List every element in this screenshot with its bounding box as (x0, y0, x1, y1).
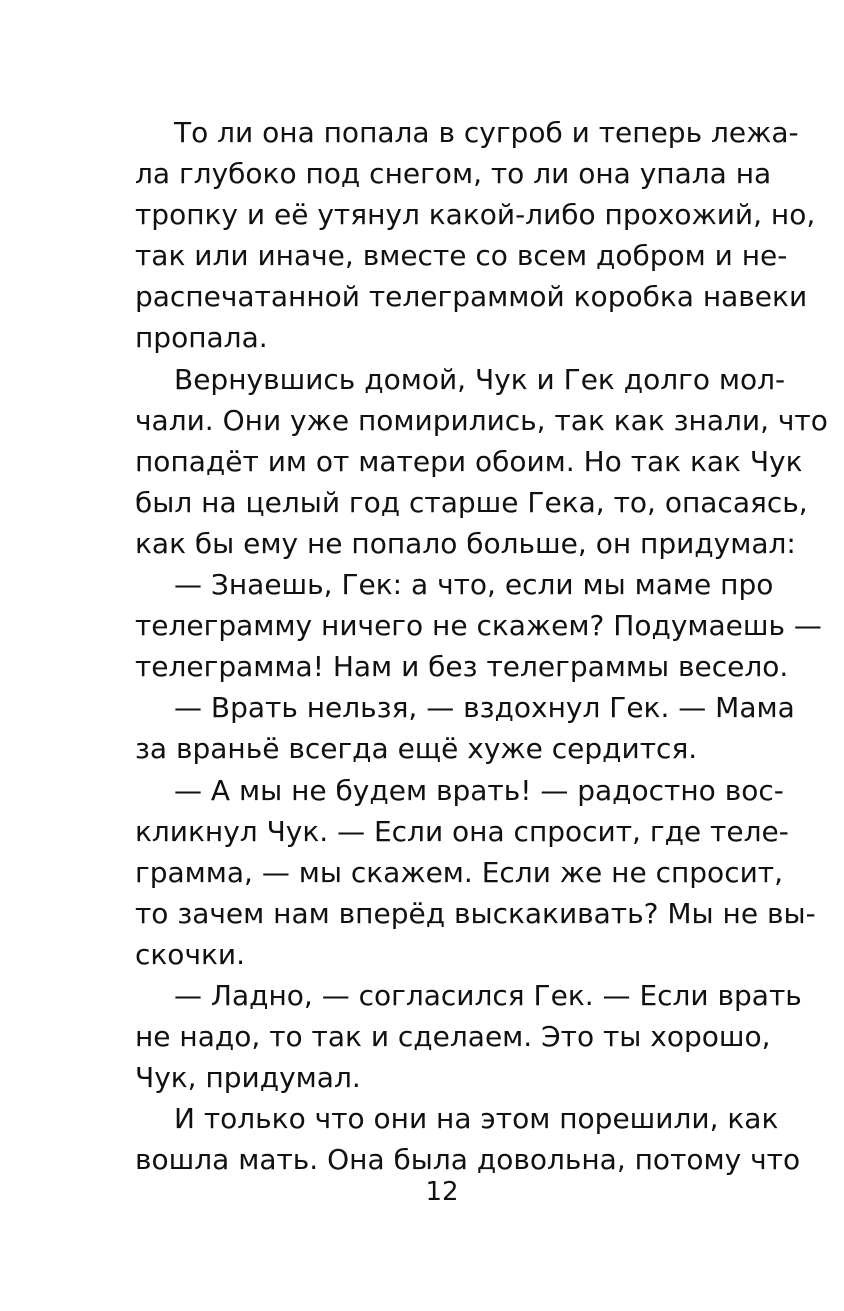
page-number: 12 (425, 1177, 459, 1207)
text-line: — Ладно, — согласился Гек. — Если врать (174, 978, 802, 1012)
text-line: ла глубоко под снегом, то ли она упала на (135, 157, 772, 191)
text-line: то зачем нам вперёд выскакивать? Мы не вы- (135, 896, 816, 930)
text-line: распечатанной телеграммой коробка навеки (135, 280, 808, 314)
text-line: скочки. (135, 937, 245, 971)
text-line: — Врать нельзя, — вздохнул Гек. — Мама (174, 691, 795, 725)
text-line: так или иначе, вместе со всем добром и не- (135, 239, 788, 273)
text-line: Вернувшись домой, Чук и Гек долго мол- (174, 362, 786, 396)
text-line: как бы ему не попало больше, он придумал: (135, 526, 796, 560)
text-line: был на целый год старше Гека, то, опасаясь, (135, 485, 808, 519)
text-line: попадёт им от матери обоим. Но так как Чук (135, 444, 803, 478)
text-line: телеграмма! Нам и без телеграммы весело. (135, 650, 789, 684)
text-line: телеграмму ничего не скажем? Подумаешь — (135, 609, 822, 643)
text-line: грамма, — мы скажем. Если же не спросит, (135, 855, 783, 889)
text-line: И только что они на этом порешили, как (174, 1102, 779, 1136)
text-line: чали. Они уже помирились, так как знали, что (135, 403, 828, 437)
text-line: То ли она попала в сугроб и теперь лежа- (174, 116, 799, 149)
text-line: вошла мать. Она была довольна, потому что (135, 1143, 801, 1177)
text-line: пропала. (135, 321, 268, 355)
text-line: — Знаешь, Гек: а что, если мы маме про (174, 568, 774, 602)
text-line: тропку и её утянул какой-либо прохожий, но, (135, 198, 816, 232)
text-line: кликнул Чук. — Если она спросит, где теле- (135, 814, 789, 848)
text-line: — А мы не будем врать! — радостно вос- (174, 773, 784, 807)
text-line: не надо, то так и сделаем. Это ты хорошо, (135, 1020, 771, 1054)
text-line: Чук, придумал. (135, 1061, 361, 1095)
text-line: за враньё всегда ещё хуже сердится. (135, 732, 698, 766)
body-text (135, 112, 828, 1180)
